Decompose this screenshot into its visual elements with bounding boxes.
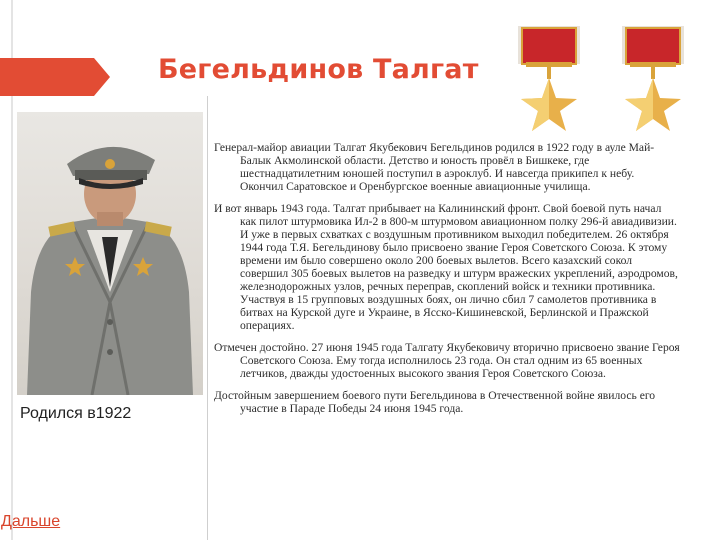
slide-title: Бегельдинов Талгат	[158, 54, 479, 85]
next-link[interactable]: Дальше	[1, 513, 61, 530]
photo-caption: Родился в1922	[20, 405, 132, 422]
divider-line	[207, 96, 208, 540]
biography-text	[214, 141, 680, 424]
hero-star-medal-icon	[620, 22, 686, 132]
paragraph: Достойным завершением боевого пути Бегельдинова в Отечественной войне явилось его участие в Параде Победы 24 июня 1945 года.	[214, 389, 656, 415]
paragraph: Отмечен достойно. 27 июня 1945 года Талгату Якубековичу вторично присвоено звание Героя Советского Союза. Ему тогда исполнилось 23 года. Он стал одним из 65 военных летчиков, дважды удостоенных высокого звания Героя Советского Союза.	[214, 341, 680, 380]
hero-star-medal-icon	[516, 22, 582, 132]
paragraph: Генерал-майор авиации Талгат Якубекович Бегельдинов родился в 1922 году в ауле Май-Балык Акмолинской области. Детство и юность провёл в Бишкеке, где шестнадцатилетним юношей поступил в аэроклуб. И навсегда прикипел к небу. Окончил Саратовское и Оренбургское военные авиационные училища.	[214, 141, 655, 193]
paragraph: И вот январь 1943 года. Талгат прибывает на Калининский фронт. Свой боевой путь начал как пилот штурмовика Ил-2 в 800-м штурмовом авиационном полку 296-й авиадивизии. И уже в первых схватках с воздушным противником выходил победителем. 26 октября 1944 года Т.Я. Бегельдинову было присвоено звание Героя Советского Союза. К этому времени им было совершено около 200 боевых вылетов. Всего казахский сокол совершил 305 боевых вылетов на разведку и штурм вражеских укреплений, аэродромов, железнодорожных узлов, речных переправ, скоплений войск и техники противника. Участвуя в 15 групповых воздушных боях, он лично сбил 7 самолетов противника в битвах на Курской дуге и Украине, в Ясско-Кишиневской, Берлинской и Пражской операциях.	[214, 202, 678, 332]
title-arrow-shape	[0, 58, 110, 96]
portrait-photo	[17, 112, 203, 395]
